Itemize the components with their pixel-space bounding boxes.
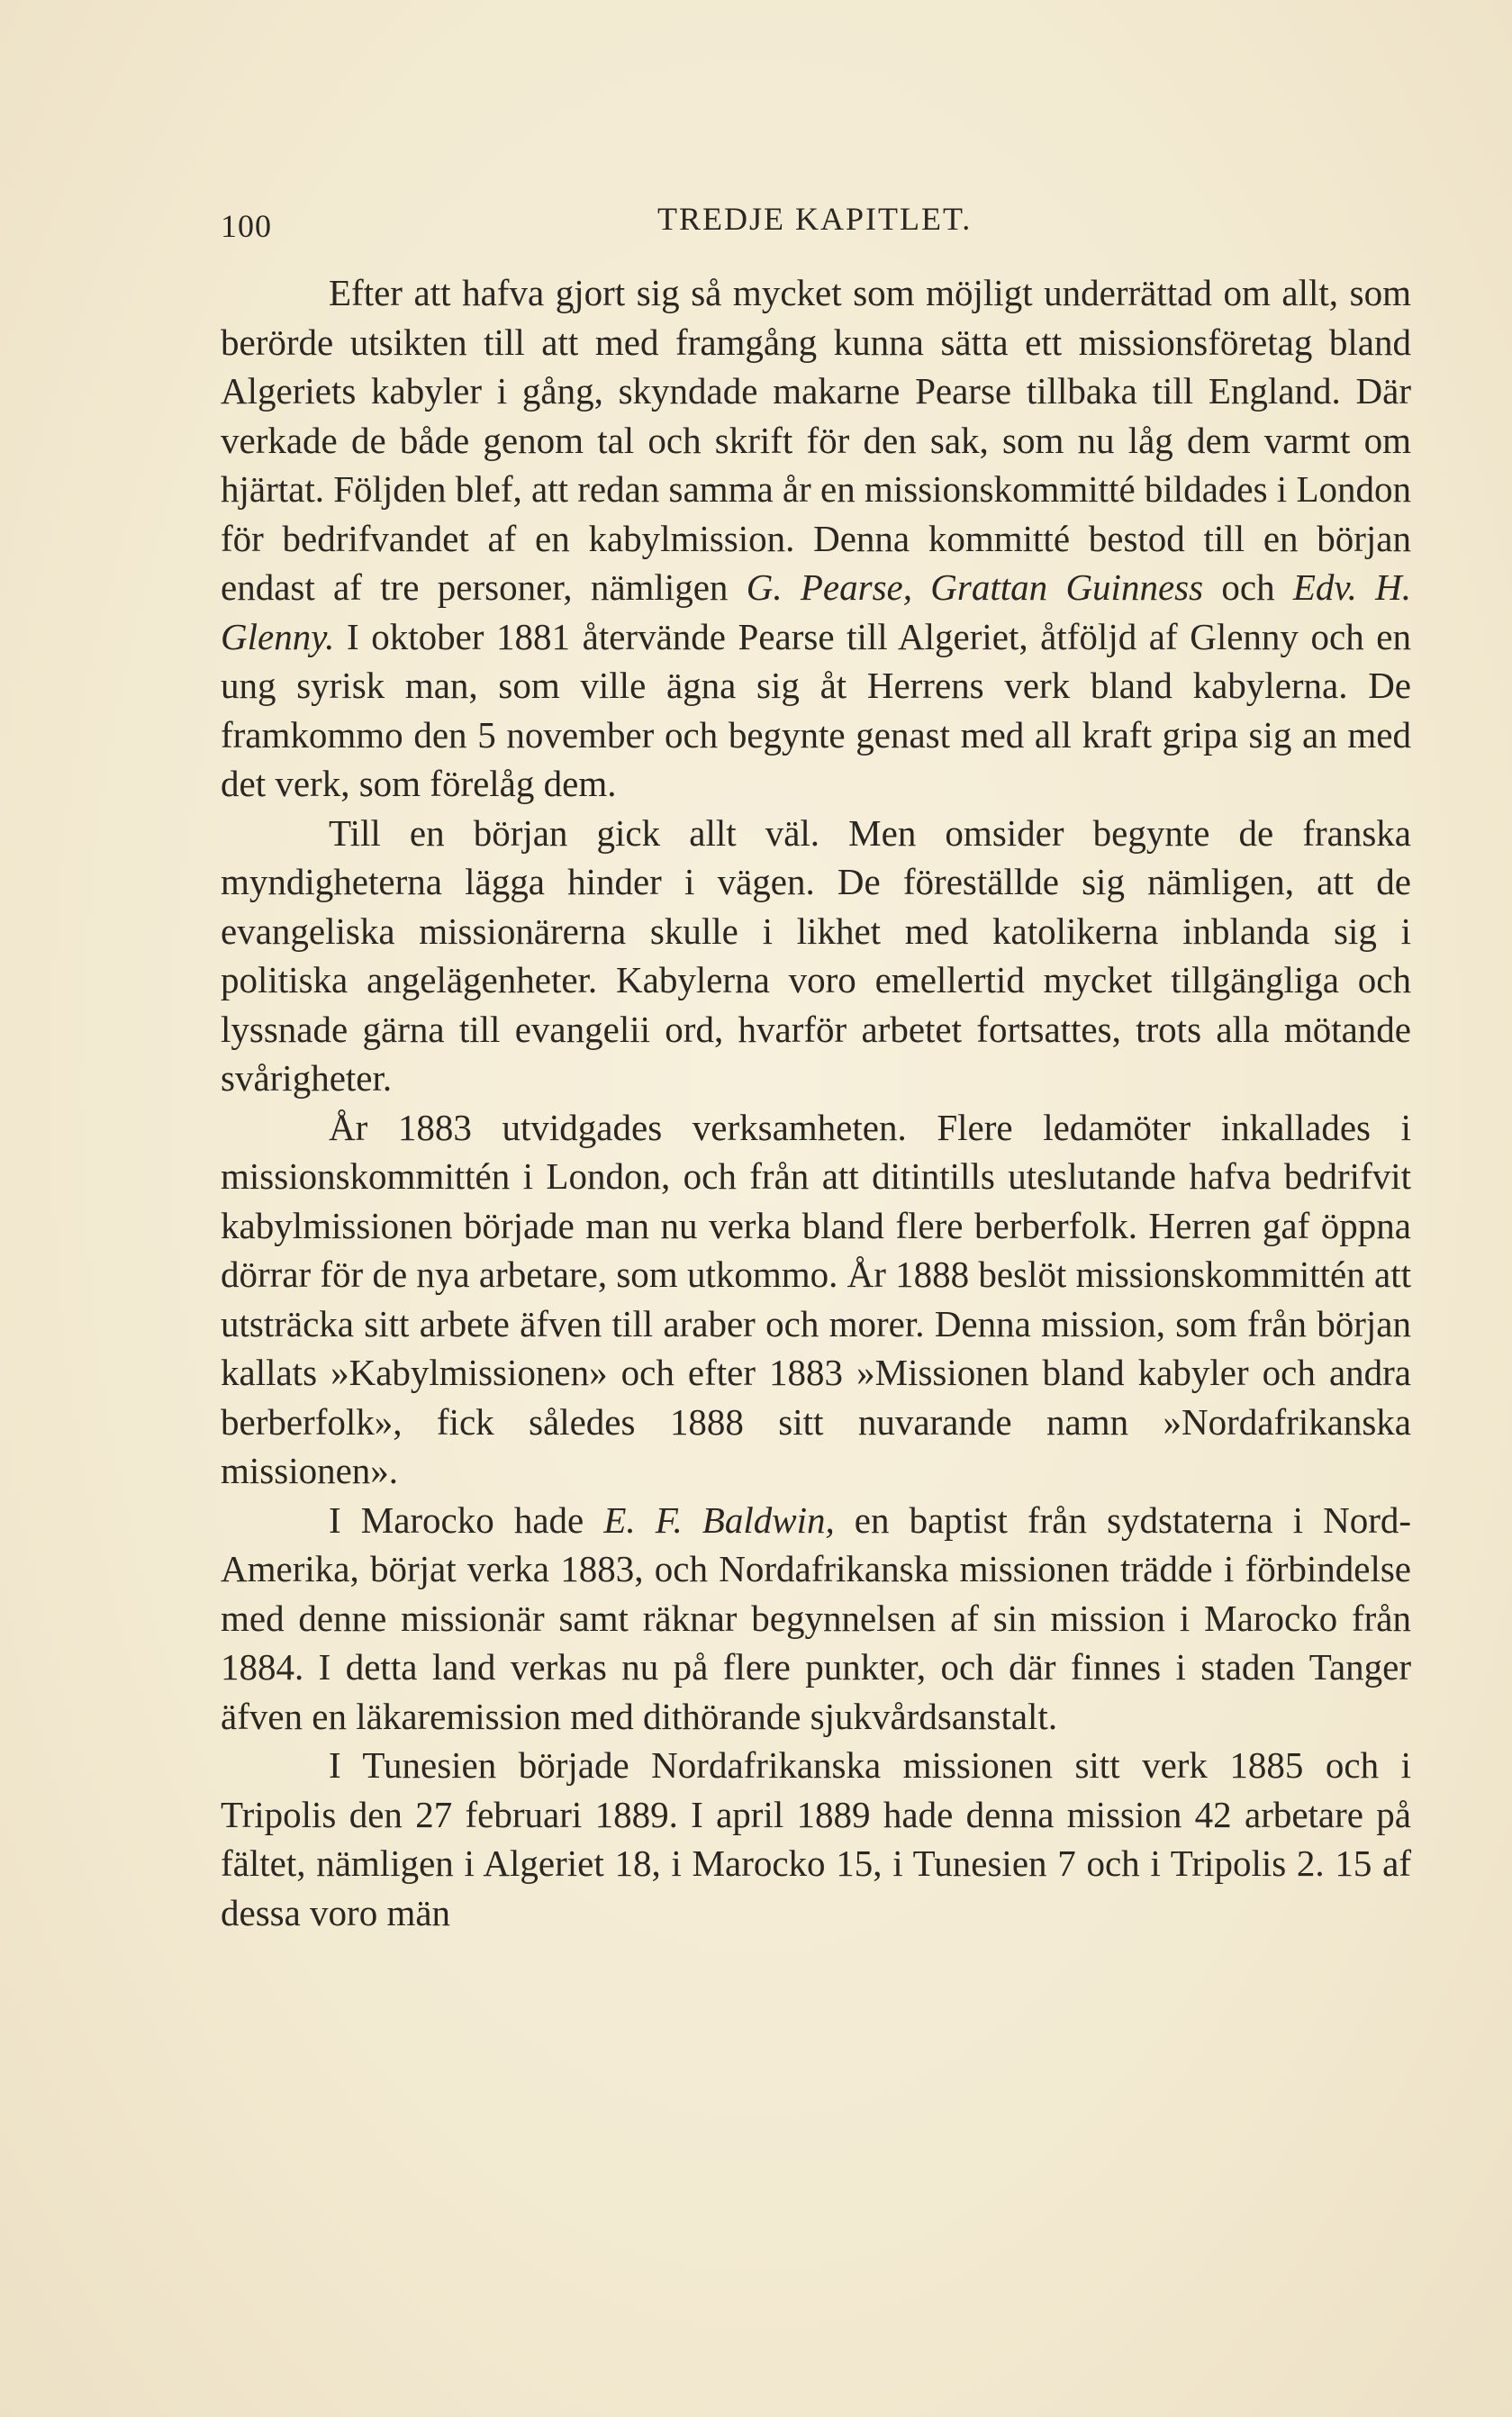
text-segment: I Marocko hade	[329, 1498, 604, 1541]
text-segment: I oktober 1881 återvände Pearse till Algeriet, åtföljd af Glenny och en ung syrisk man, som ville ägna sig åt Herrens verk bland kabylerna. De framkommo den 5 november och begynte genast med all kraft gripa sig an med det verk, som förelåg dem.	[221, 615, 1411, 804]
text-segment-italic: G. Pearse, Grattan Guinness	[746, 566, 1204, 608]
text-segment-italic: Edv. H. Glenny.	[221, 566, 1412, 657]
paragraph-2	[221, 809, 1411, 1103]
text-segment: År 1883 utvidgades verksamheten. Flere ledamöter inkallades i missionskommittén i London, och från att ditintills uteslutande hafva bedrifvit kabylmissionen började man nu verka bland flere berberfolk. Herren gaf öppna dörrar för de nya arbetare, som utkommo. År 1888 beslöt missionskommittén att utsträcka sitt arbete äfven till araber och morer. Denna mission, som från början kallats »Kabylmissionen» och efter 1883 »Missionen bland kabyler och andra berberfolk», fick således 1888 sitt nuvarande namn »Nordafrikanska missionen».	[221, 1106, 1411, 1491]
text-segment: en baptist från sydstaterna i Nord-Amerika, börjat verka 1883, och Nordafrikanska missionen trädde i förbindelse med denne missionär samt räknar begynnelsen af sin mission i Marocko från 1884. I detta land verkas nu på flere punkter, och där finnes i staden Tanger äfven en läkaremission med dithörande sjukvårdsanstalt.	[221, 1498, 1411, 1737]
paragraph-4	[221, 1496, 1411, 1742]
paragraph-1	[221, 268, 1411, 809]
text-segment: I Tunesien började Nordafrikanska missionen sitt verk 1885 och i Tripolis den 27 februari 1889. I april 1889 hade denna mission 42 arbetare på fältet, nämligen i Algeriet 18, i Marocko 15, i Tunesien 7 och i Tripolis 2. 15 af dessa voro män	[221, 1744, 1411, 1933]
body-text	[221, 268, 1411, 1937]
text-segment: och	[1203, 566, 1293, 608]
running-head: TREDJE KAPITLET.	[657, 201, 973, 237]
text-segment: Till en början gick allt väl. Men omsider begynte de franska myndigheterna lägga hinder i vägen. De föreställde sig nämligen, att de evangeliska missionärerna skulle i likhet med katolikerna inblanda sig i politiska angelägenheter. Kabylerna voro emellertid mycket tillgängliga och lyssnade gärna till evangelii ord, hvarför arbetet fortsattes, trots alla mötande svårigheter.	[221, 811, 1411, 1099]
page-number: 100	[221, 208, 272, 244]
text-segment-italic: E. F. Baldwin,	[603, 1498, 835, 1541]
paragraph-5	[221, 1741, 1411, 1937]
text-segment: Efter att hafva gjort sig så mycket som möjligt underrättad om allt, som berörde utsikten till att med framgång kunna sätta ett missionsföretag bland Algeriets kabyler i gång, skyndade makarne Pearse tillbaka till England. Där verkade de både genom tal och skrift för den sak, som nu låg dem varmt om hjärtat. Följden blef, att redan samma år en missionskommitté bildades i London för bedrifvandet af en kabylmission. Denna kommitté bestod till en början endast af tre personer, nämligen	[221, 272, 1411, 608]
page-header	[221, 200, 1409, 245]
paragraph-3	[221, 1103, 1411, 1496]
